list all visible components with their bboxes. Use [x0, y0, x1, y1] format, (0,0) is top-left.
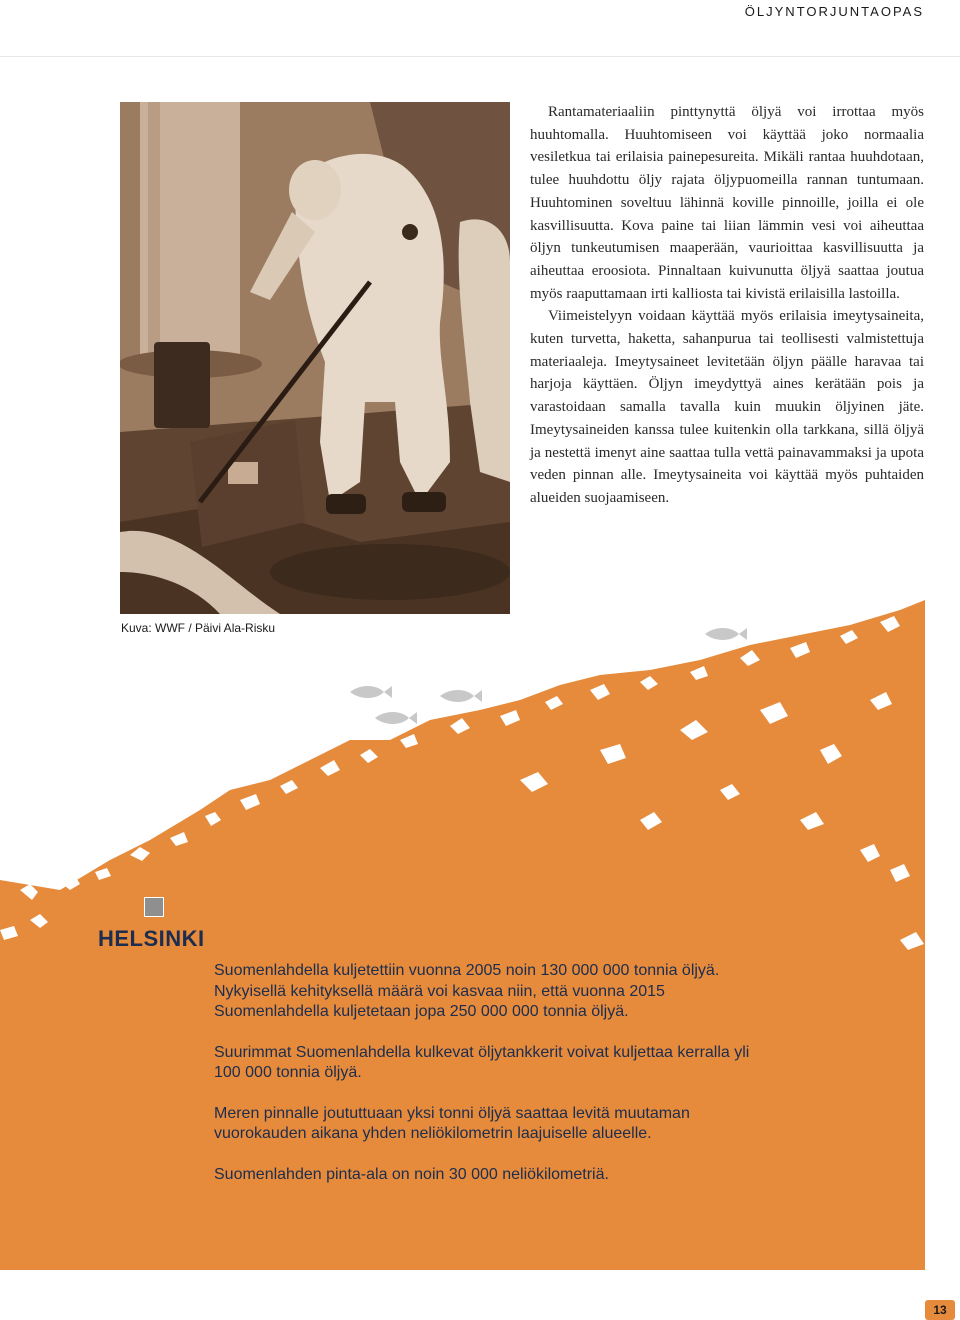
paragraph: Rantamateriaaliin pinttynyttä öljyä voi irrottaa myös huuhtomalla. Huuhtomiseen voi käyttää joko normaalia vesiletkua tai erilaisia painepesureita. Mikäli rantaa huuhdotaan, tulee huuhdottu öljy rajata öljypuomeilla rannan tuntumaan. Huuhtominen soveltuu lähinnä koville pinnoille, joilla ei ole kasvillisuutta. Kova paine tai liian lämmin vesi voi aiheuttaa öljyn tunkeutumisen maaperään, vaurioittaa kasvillisuutta ja aiheuttaa eroosiota. Pinnaltaan kuivunutta öljyä saattaa joutua myös raaputtamaan irti kalliosta tai kivistä erilaisilla lastoilla.: [530, 104, 924, 302]
cleanup-photo: [120, 102, 510, 614]
helsinki-marker-icon: [144, 897, 164, 917]
paragraph: Viimeistelyyn voidaan käyttää myös erilaisia imeytysaineita, kuten turvetta, haketta, sahanpurua tai teollisesti valmistettuja materiaaleja. Imeytysaineet levitetään öljyn päälle haravaa tai harjoja käyttäen. Öljyn imeydyttyä aines kerätään pois ja varastoidaan samalla tavalla kuin muukin öljyinen jäte. Imeytysaineiden kanssa tulee kuitenkin olla tarkkana, sillä öljyä ja nestettä imenyt aine saattaa tulla vettä painavammaksi ja upota veden pinnan alle. Imeytysaineita voi käyttää myös puhtaiden alueiden suojaamiseen.: [530, 308, 924, 506]
running-header: ÖLJYNTORJUNTAOPAS: [744, 4, 924, 19]
fact-item: Meren pinnalle joututtuaan yksi tonni öljyä saattaa levitä muutaman vuorokauden aikana yhden neliökilometrin laajuiselle alueelle.: [214, 1104, 690, 1142]
photo-credit: Kuva: WWF / Päivi Ala-Risku: [121, 621, 276, 635]
cleanup-photo-illustration: [120, 102, 510, 614]
page-number: 13: [925, 1300, 955, 1320]
fact-item: Suurimmat Suomenlahdella kulkevat öljytankkerit voivat kuljettaa kerralla yli 100 000 tonnia öljyä.: [214, 1043, 750, 1081]
facts-list: [214, 961, 774, 1205]
fact-item: Suomenlahdella kuljetettiin vuonna 2005 noin 130 000 000 tonnia öljyä. Nykyisellä kehityksellä määrä voi kasvaa niin, että vuonna 2015 Suomenlahdella kuljetetaan jopa 250 000 000 tonnia öljyä.: [214, 962, 720, 1020]
city-label: HELSINKI: [98, 926, 205, 951]
header-divider: [0, 56, 960, 57]
body-text: [530, 101, 924, 510]
fact-item: Suomenlahden pinta-ala on noin 30 000 neliökilometriä.: [214, 1165, 609, 1183]
